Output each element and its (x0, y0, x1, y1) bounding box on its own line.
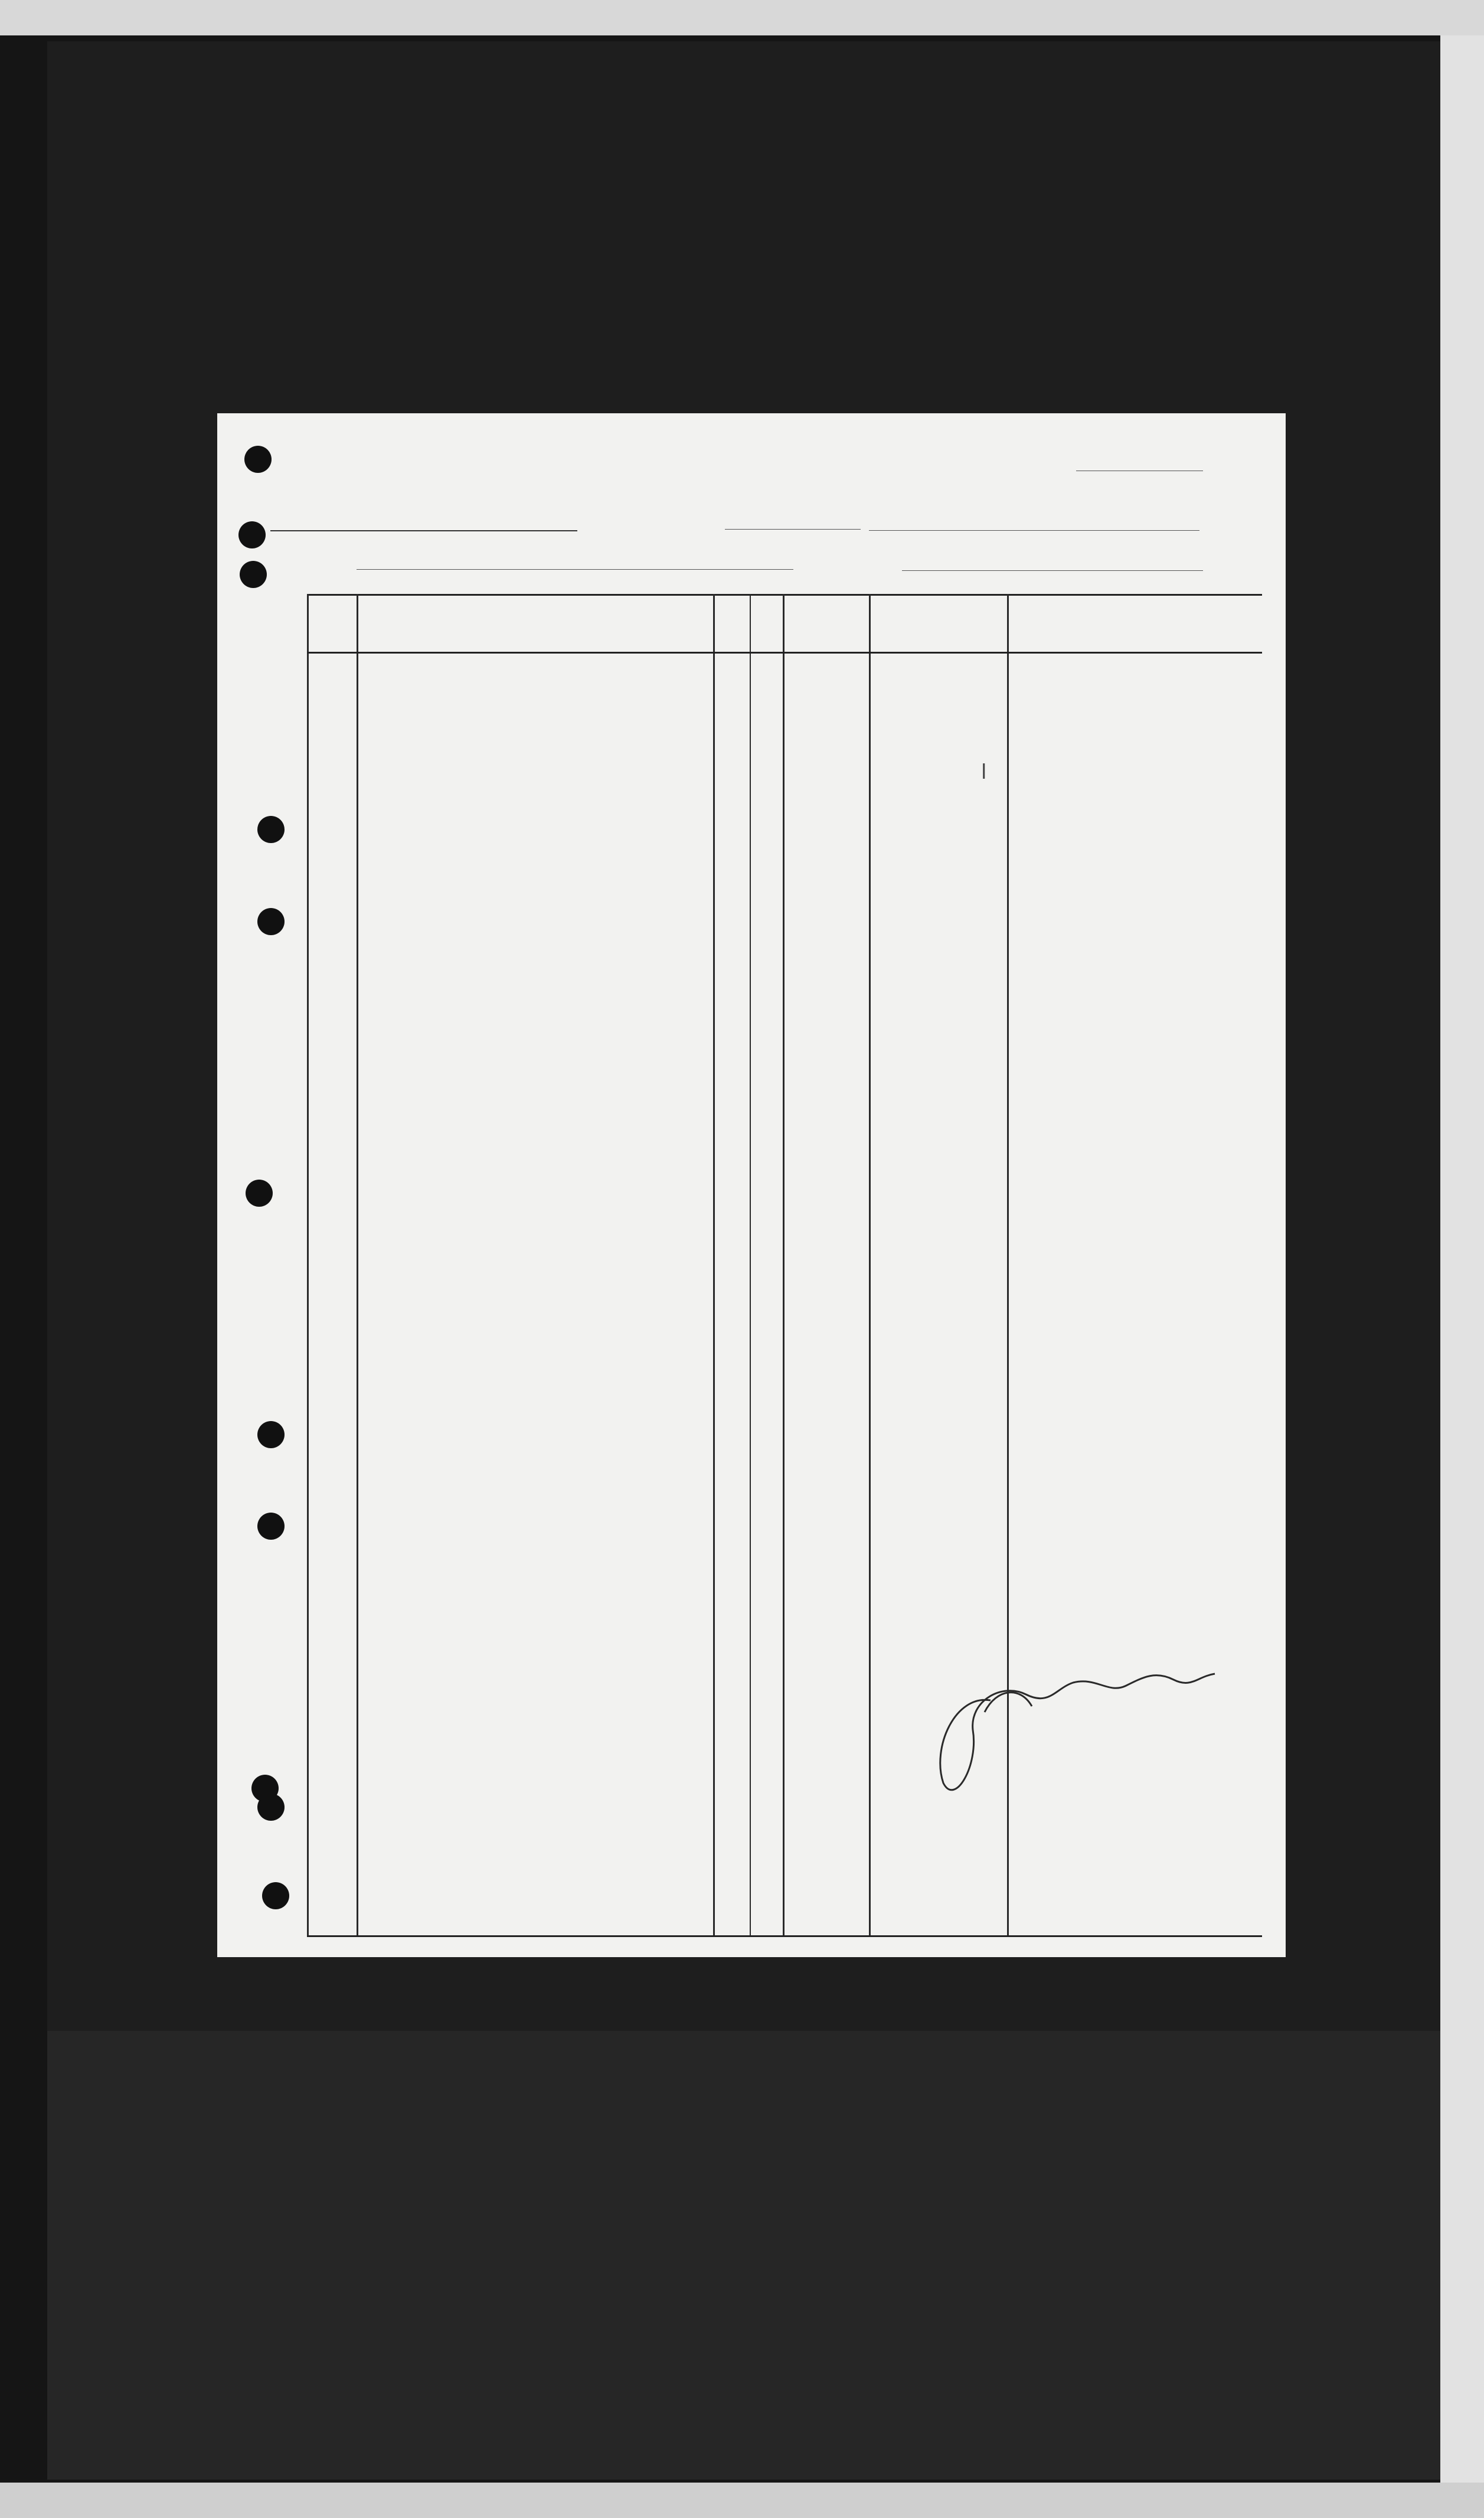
class-underline (725, 529, 861, 530)
punch-hole (257, 816, 285, 843)
punch-hole (262, 1882, 289, 1909)
arriving-underline (902, 570, 1203, 571)
manifest-sheet (217, 413, 1286, 1957)
from-underline (869, 530, 1199, 531)
prepared-by-underline (270, 530, 577, 531)
table-bottom-border (307, 1935, 1262, 1937)
vessel-underline (357, 569, 793, 570)
punch-hole (240, 561, 267, 588)
film-border-top (0, 0, 1484, 35)
passport-col-divider (869, 594, 871, 1937)
table-top-border (307, 594, 1262, 596)
film-border-bottom (0, 2483, 1484, 2518)
punch-hole (257, 1421, 285, 1448)
punch-hole (257, 1513, 285, 1540)
header-bottom-border (307, 652, 1262, 654)
table-left-border (307, 594, 309, 1937)
inspector-signature (920, 1629, 1250, 1830)
punch-hole (257, 908, 285, 935)
punch-hole (246, 1180, 273, 1207)
name-col-divider (713, 594, 715, 1937)
line-col-divider (357, 594, 358, 1937)
punch-hole (257, 1794, 285, 1821)
film-border-right (1440, 35, 1484, 2483)
officer-mark: ⅼ (981, 762, 987, 783)
punch-hole (244, 446, 272, 473)
punch-hole (238, 521, 266, 548)
married-col-divider (783, 594, 785, 1937)
sex-col-divider (750, 594, 751, 1937)
microfilm-background-lower (47, 2031, 1440, 2480)
